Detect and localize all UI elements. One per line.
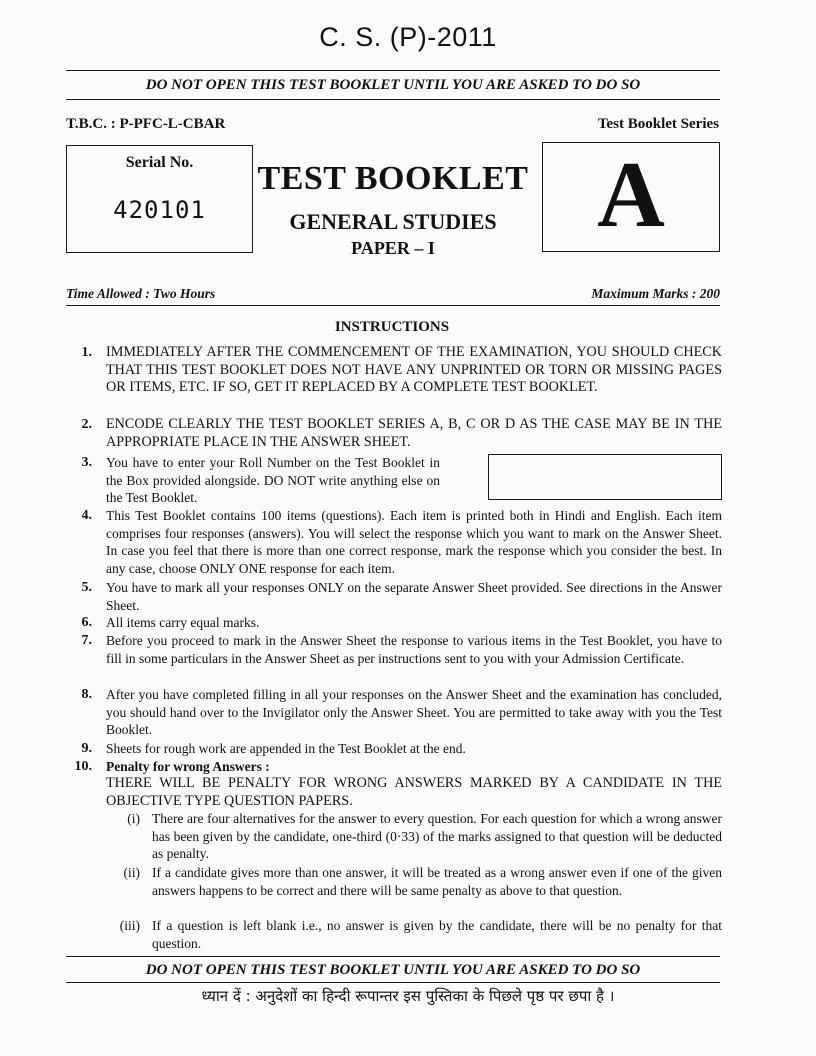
item-number: 2. (81, 417, 92, 432)
roll-number-box[interactable] (488, 454, 722, 500)
divider (66, 956, 720, 957)
booklet-title: TEST BOOKLET (257, 160, 529, 197)
item-number: 10. (74, 759, 92, 774)
instruction-item: This Test Booklet contains 100 items (questions). Each item is printed both in Hindi and English. Each item comprises four responses (answers). You will select the response which you want to mark on the Answer Sheet. In case you feel that there is more than one correct response, mark the response which you consider the best. In any case, choose ONLY ONE response for each item. (106, 508, 722, 576)
top-warning: DO NOT OPEN THIS TEST BOOKLET UNTIL YOU ARE ASKED TO DO SO (145, 77, 641, 93)
series-box (542, 142, 720, 252)
penalty-number: (ii) (123, 865, 140, 880)
penalty-statement: THERE WILL BE PENALTY FOR WRONG ANSWERS MARKED BY A CANDIDATE IN THE OBJECTIVE TYPE QUESTION PAPERS. (106, 775, 722, 809)
divider (66, 70, 720, 71)
hindi-note: ध्यान दें : अनुदेशों का हिन्दी रूपान्तर इस पुस्तिका के पिछले पृष्ठ पर छपा है । (201, 987, 615, 1005)
paper-title: PAPER – I (351, 238, 435, 258)
item-number: 5. (81, 580, 92, 595)
instruction-item: ENCODE CLEARLY THE TEST BOOKLET SERIES A, B, C OR D AS THE CASE MAY BE IN THE APPROPRIATE PLACE IN THE ANSWER SHEET. (106, 416, 722, 450)
max-marks: Maximum Marks : 200 (591, 286, 720, 301)
bottom-warning: DO NOT OPEN THIS TEST BOOKLET UNTIL YOU ARE ASKED TO DO SO (145, 962, 641, 978)
tbc-code: T.B.C. : P-PFC-L-CBAR (66, 116, 226, 132)
instruction-item: After you have completed filling in all your responses on the Answer Sheet and the examination has concluded, you should hand over to the Invigilator only the Answer Sheet. You are permitted to take away with you the Test Booklet. (106, 687, 722, 737)
item-number: 1. (81, 345, 92, 360)
instruction-item: You have to enter your Roll Number on the Test Booklet in the Box provided alongside. DO NOT write anything else on the Test Booklet. (106, 455, 440, 505)
instruction-item: Before you proceed to mark in the Answer Sheet the response to various items in the Test Booklet, you have to fill in some particulars in the Answer Sheet as per instructions sent to you with your Admission Certificate. (106, 633, 722, 666)
item-number: 8. (81, 687, 92, 702)
penalty-number: (iii) (119, 918, 140, 933)
serial-box (66, 145, 253, 253)
penalty-number: (i) (127, 811, 140, 826)
instructions-heading: INSTRUCTIONS (334, 319, 450, 335)
instruction-item: All items carry equal marks. (106, 615, 260, 630)
instruction-item: IMMEDIATELY AFTER THE COMMENCEMENT OF THE EXAMINATION, YOU SHOULD CHECK THAT THIS TEST BOOKLET DOES NOT HAVE ANY UNPRINTED OR TORN OR MISSING PAGES OR ITEMS, ETC. IF SO, GET IT REPLACED BY A COMPLETE TEST BOOKLET. (106, 344, 722, 395)
divider (66, 305, 720, 306)
penalty-title: Penalty for wrong Answers : (106, 759, 270, 774)
serial-number: 420101 (113, 196, 206, 224)
instruction-item: Sheets for rough work are appended in the Test Booklet at the end. (106, 741, 466, 756)
item-number: 3. (81, 455, 92, 470)
item-number: 9. (81, 741, 92, 756)
serial-label: Serial No. (125, 154, 194, 171)
divider (66, 982, 720, 983)
time-allowed: Time Allowed : Two Hours (66, 286, 216, 301)
item-number: 7. (81, 633, 92, 648)
item-number: 4. (81, 508, 92, 523)
instruction-item: You have to mark all your responses ONLY on the separate Answer Sheet provided. See directions in the Answer Sheet. (106, 580, 722, 613)
series-label: Test Booklet Series (597, 116, 719, 132)
subject-title: GENERAL STUDIES (289, 209, 497, 234)
penalty-item: If a candidate gives more than one answer, it will be treated as a wrong answer even if one of the given answers happens to be correct and there will be same penalty as above to that question. (152, 865, 722, 898)
document-code: C. S. (P)-2011 (319, 22, 497, 52)
penalty-item: There are four alternatives for the answer to every question. For each question for which a wrong answer has been given by the candidate, one-third (0·33) of the marks assigned to that question will be deducted as penalty. (152, 811, 722, 861)
penalty-item: If a question is left blank i.e., no answer is given by the candidate, there will be no penalty for that question. (152, 918, 722, 951)
series-letter: A (597, 143, 665, 247)
divider (66, 99, 720, 100)
item-number: 6. (81, 615, 92, 630)
